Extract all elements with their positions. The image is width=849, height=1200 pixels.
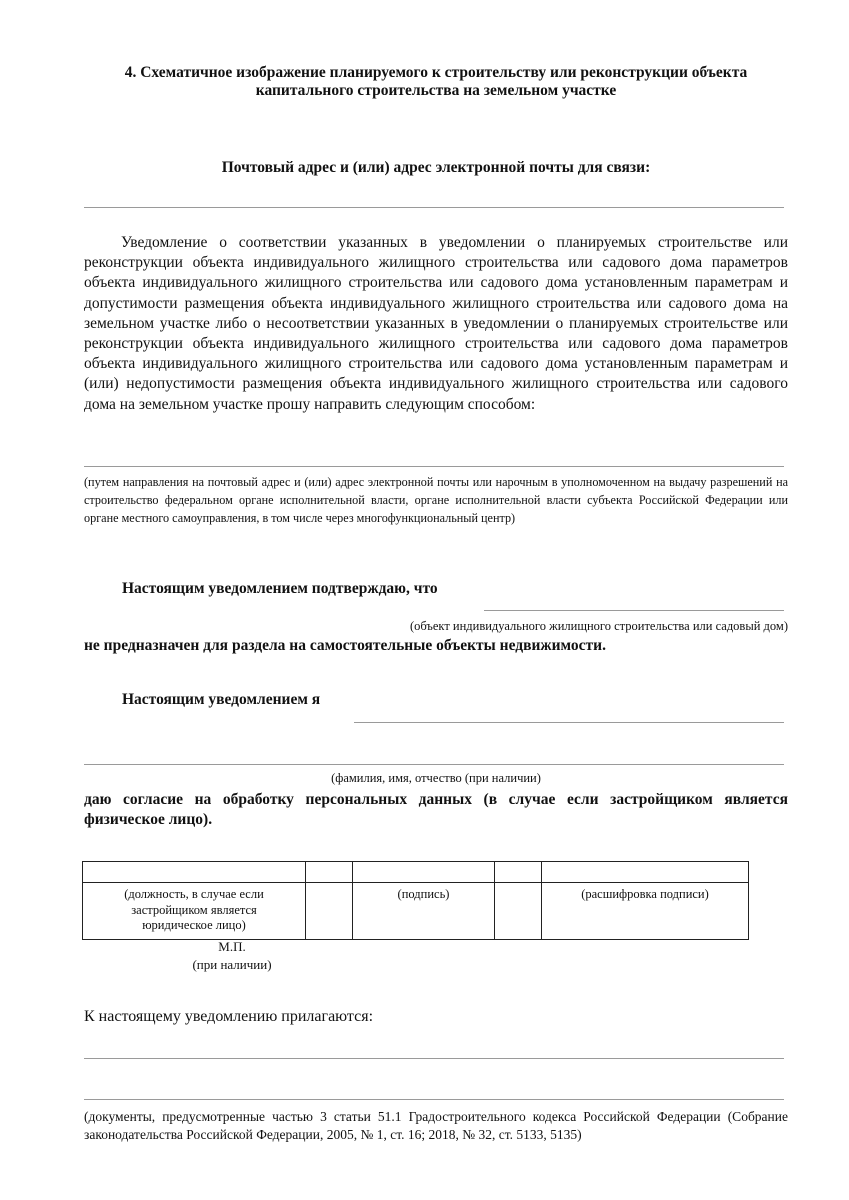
position-input-cell[interactable] xyxy=(83,862,306,883)
spacer-cell xyxy=(495,883,542,940)
decoding-caption: (расшифровка подписи) xyxy=(542,883,749,940)
confirm-tail: не предназначен для раздела на самостоятельные объекты недвижимости. xyxy=(84,637,606,654)
contact-heading: Почтовый адрес и (или) адрес электронной почты для связи: xyxy=(221,159,651,176)
signature-caption: (подпись) xyxy=(353,883,495,940)
attachments-field-1[interactable] xyxy=(84,1058,784,1059)
spacer-cell xyxy=(495,862,542,883)
contact-address-field[interactable] xyxy=(84,207,784,208)
consent-lead: Настоящим уведомлением я xyxy=(122,691,321,708)
applicant-name-caption: (фамилия, имя, отчество (при наличии) xyxy=(331,771,541,785)
spacer-cell xyxy=(306,883,353,940)
attachments-field-2[interactable] xyxy=(84,1099,784,1100)
applicant-name-field-1[interactable] xyxy=(354,722,784,723)
object-type-caption: (объект индивидуального жилищного строительства или садовый дом) xyxy=(409,619,788,633)
section-heading xyxy=(84,64,788,100)
object-type-field[interactable] xyxy=(484,610,784,611)
consent-tail: даю согласие на обработку персональных данных (в случае если застройщиком является физическое лицо). xyxy=(84,791,788,828)
position-caption: (должность, в случае если застройщиком является юридическое лицо) xyxy=(124,887,264,932)
signature-input-cell[interactable] xyxy=(353,862,495,883)
delivery-method-note: (путем направления на почтовый адрес и (или) адрес электронной почты или нарочным в уполномоченном на выдачу разрешений на строительство федеральном органе исполнительной власти, органе исполнительной власти субъекта Российской Федерации или органе местного самоуправления, в том числе через многофункциональный центр) xyxy=(84,475,788,525)
position-caption-cell xyxy=(83,883,306,940)
stamp-label: М.П. xyxy=(218,939,246,954)
applicant-name-field-2[interactable] xyxy=(84,764,784,765)
attachments-heading: К настоящему уведомлению прилагаются: xyxy=(84,1008,374,1025)
delivery-method-field[interactable] xyxy=(84,466,784,467)
confirm-lead: Настоящим уведомлением подтверждаю, что xyxy=(122,580,438,597)
notification-paragraph: Уведомление о соответствии указанных в уведомлении о планируемых строительстве или реконструкции объекта индивидуального жилищного строительства или садового дома параметров объекта индивидуального жилищного строительства или садового дома установленным параметрам и допустимости размещения объекта индивидуального жилищного строительства или садового дома на земельном участке либо о несоответствии указанных в уведомлении о планируемых строительстве или реконструкции объекта индивидуального жилищного строительства или садового дома параметров объекта индивидуального жилищного строительства или садового дома установленным параметрам и (или) недопустимости размещения объекта индивидуального жилищного строительства или садового дома на земельном участке прошу направить следующим способом: xyxy=(84,234,788,413)
stamp-note: (при наличии) xyxy=(192,957,272,972)
decoding-input-cell[interactable] xyxy=(542,862,749,883)
attachments-note: (документы, предусмотренные частью 3 статьи 51.1 Градостроительного кодекса Российской Федерации (Собрание законодательства Российской Федерации, 2005, № 1, ст. 16; 2018, № 32, ст. 5133, 5135) xyxy=(84,1109,788,1142)
spacer-cell xyxy=(306,862,353,883)
signature-table xyxy=(82,861,749,940)
section-heading-line2: капитального строительства на земельном участке xyxy=(255,82,617,99)
section-heading-line1: 4. Схематичное изображение планируемого к строительству или реконструкции объекта xyxy=(124,64,748,81)
